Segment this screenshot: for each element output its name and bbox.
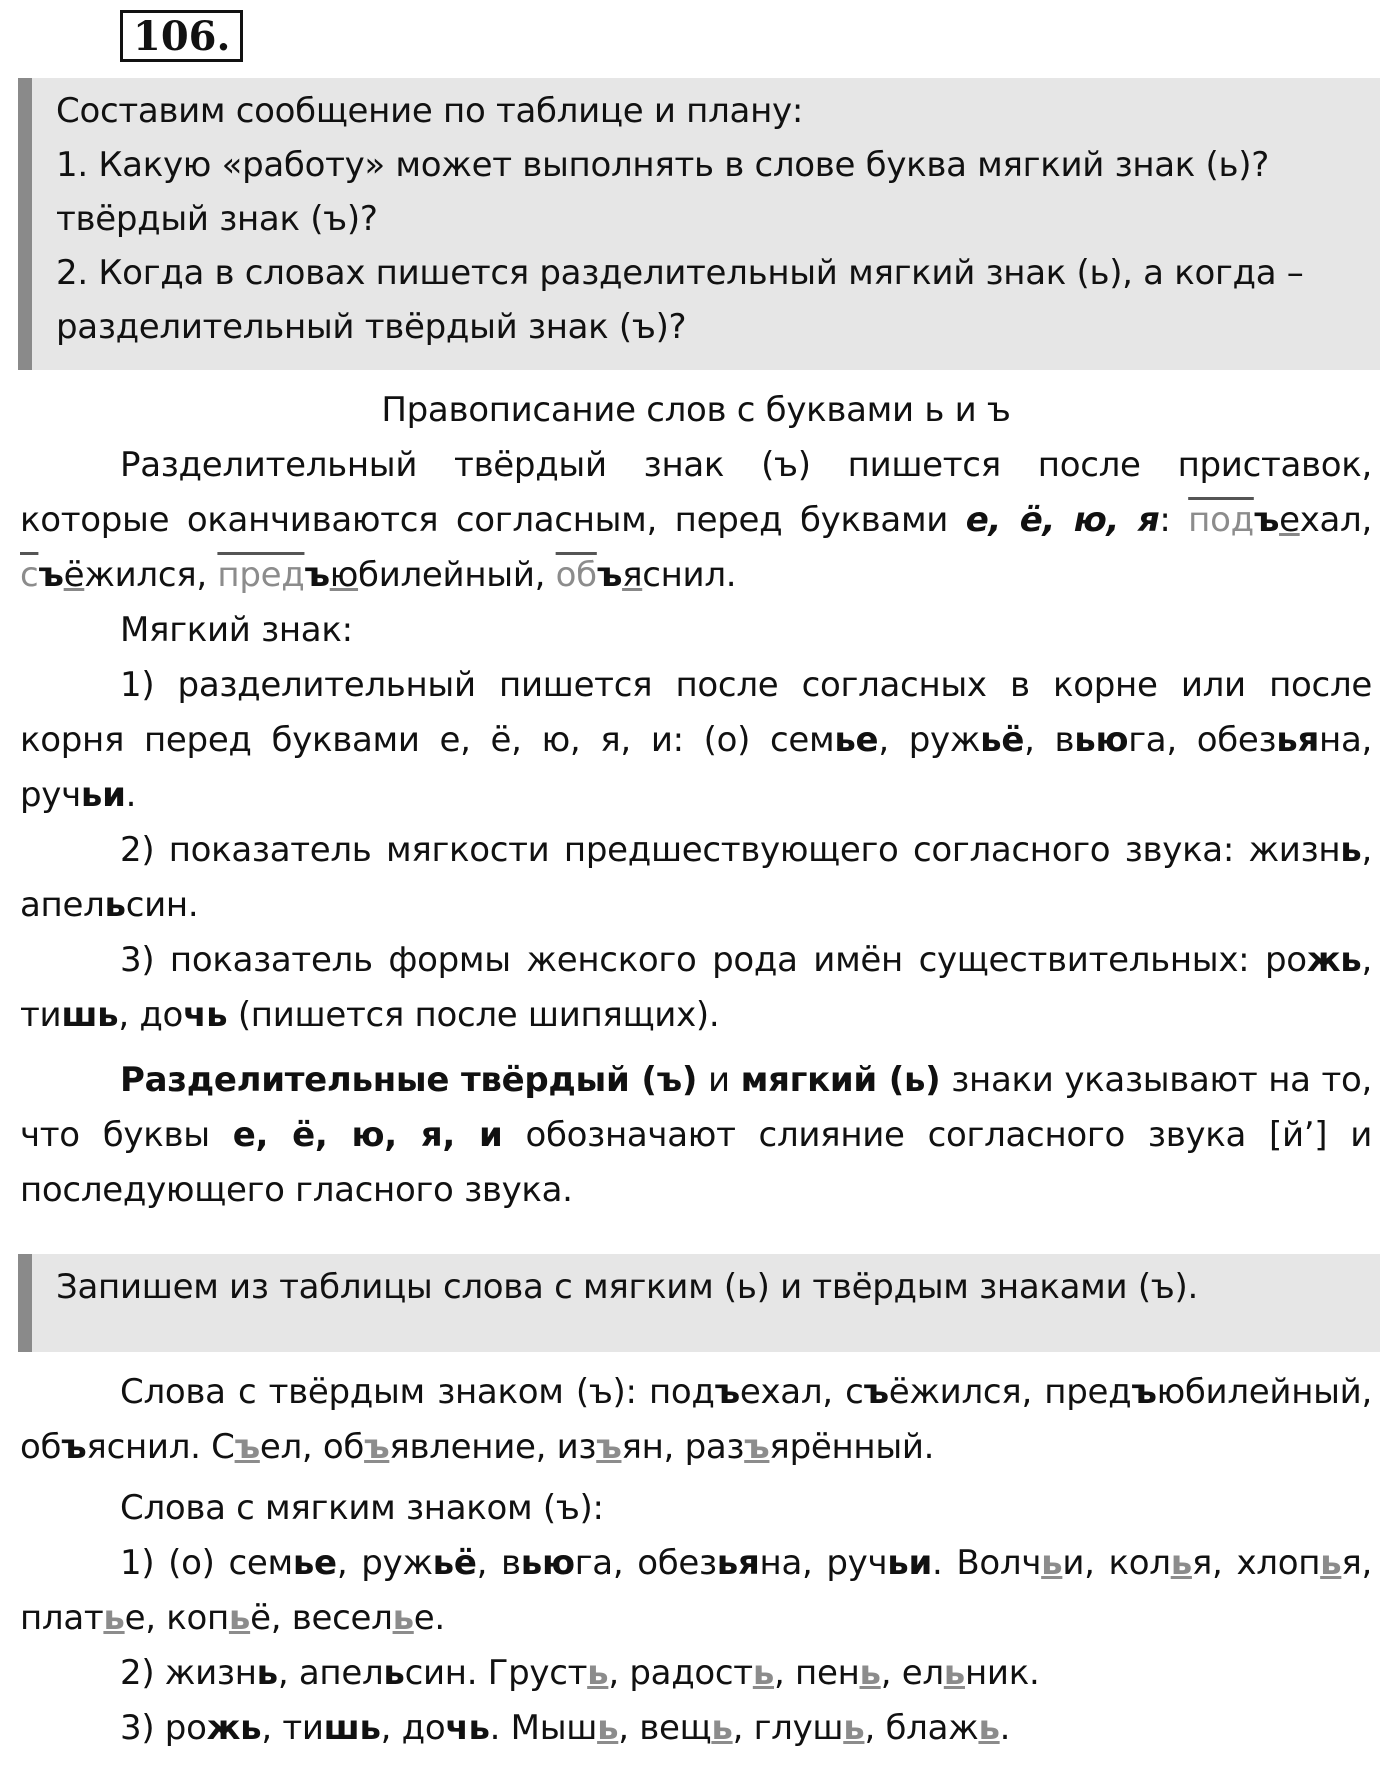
answer-soft-heading: Слова с мягким знаком (ъ): — [120, 1488, 604, 1528]
rule-section — [20, 383, 1372, 1218]
soft-point-2: 2) показатель мягкости предшествующего согласного звука: жизнь, апельсин. — [20, 830, 1372, 925]
rule-summary: Разделительные твёрдый (ъ) и мягкий (ь) знаки указывают на то, что буквы е, ё, ю, я, и обозначают слияние согласного звука [й’] и последующего гласного звука. — [20, 1060, 1372, 1210]
rule-title: Правописание слов с буквами ь и ъ — [381, 390, 1011, 430]
soft-point-3: 3) показатель формы женского рода имён существительных: рожь, тишь, дочь (пишется после шипящих). — [20, 940, 1372, 1035]
example-word: предъюбилейный — [217, 555, 535, 595]
task-line: Составим сообщение по таблице и плану: — [56, 91, 803, 131]
answer-soft-2: 2) жизнь, апельсин. Грусть, радость, пень, ельник. — [120, 1653, 1040, 1693]
task-box-write — [18, 1254, 1380, 1352]
task-line: 1. Какую «работу» может выполнять в слове буква мягкий знак (ь)? твёрдый знак (ъ)? — [56, 145, 1269, 239]
soft-point-1: 1) разделительный пишется после согласных в корне или после корня перед буквами е, ё, ю, я, и: (о) семье, ружьё, вьюга, обезьяна, ручьи. — [20, 665, 1372, 815]
answer-hard: Слова с твёрдым знаком (ъ): подъехал, съёжился, предъюбилейный, объяснил. Съел, объявление, изъян, разъярённый. — [20, 1372, 1372, 1467]
task-box-plan — [18, 78, 1380, 370]
task-line: Запишем из таблицы слова с мягким (ь) и твёрдым знаками (ъ). — [56, 1267, 1198, 1307]
soft-sign-heading: Мягкий знак: — [120, 610, 353, 650]
answer-section — [20, 1365, 1372, 1756]
task-line: 2. Когда в словах пишется разделительный мягкий знак (ь), а когда – разделительный твёрдый знак (ъ)? — [56, 253, 1304, 347]
rule-hard-sign: Разделительный твёрдый знак (ъ) пишется после приставок, которые оканчиваются согласным, перед буквами е, ё, ю, я: подъехал, съёжился, предъюбилейный, объяснил. — [20, 445, 1372, 595]
answer-soft-1: 1) (о) семье, ружьё, вьюга, обезьяна, ручьи. Волчьи, колья, хлопья, платье, копьё, веселье. — [20, 1543, 1373, 1638]
example-word: съёжился — [20, 555, 197, 595]
example-word: подъехал — [1188, 500, 1362, 540]
example-word: объяснил — [555, 555, 726, 595]
answer-soft-3: 3) рожь, тишь, дочь. Мышь, вещь, глушь, блажь. — [120, 1708, 1011, 1748]
exercise-number: 106. — [120, 10, 243, 62]
